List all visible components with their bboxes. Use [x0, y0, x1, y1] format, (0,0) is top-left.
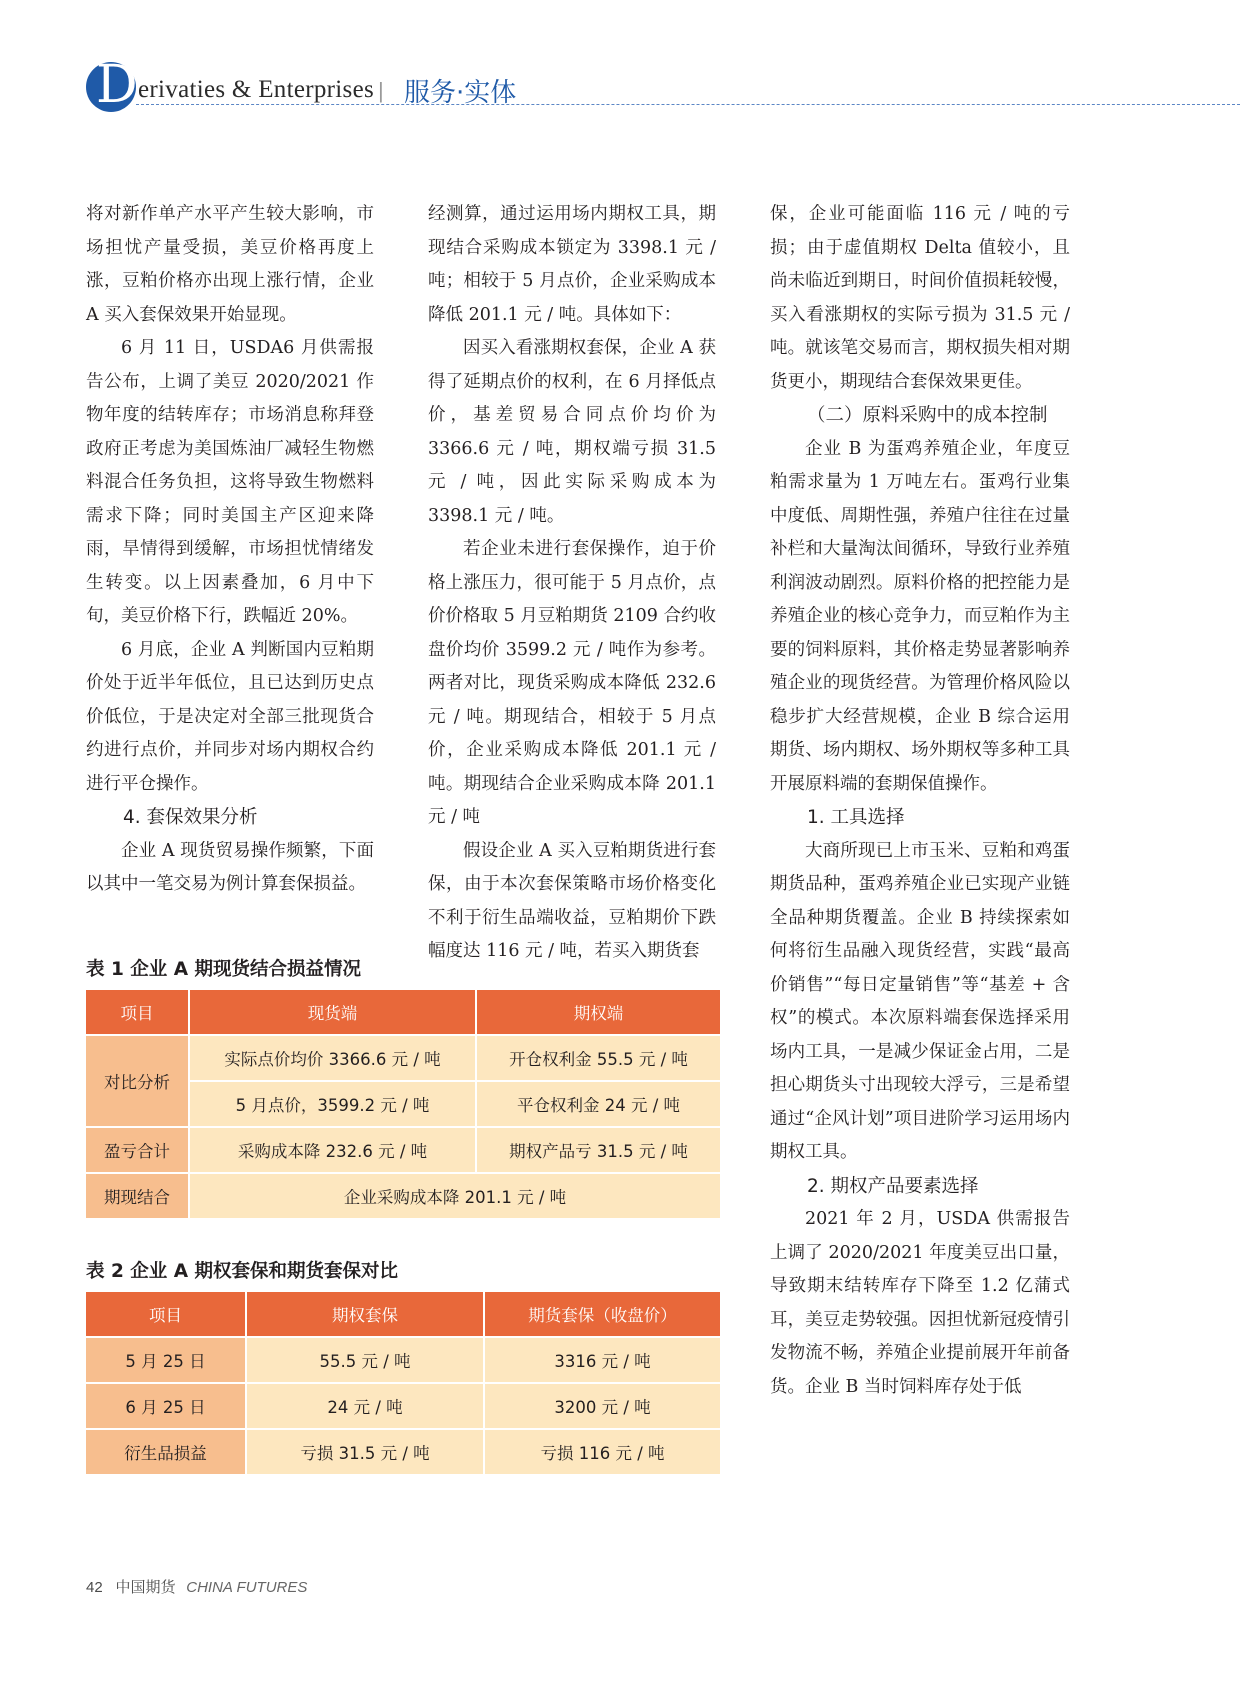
- subheading-cost-control: （二）原料采购中的成本控制: [807, 405, 1048, 426]
- page-number: 42: [86, 1579, 103, 1596]
- section-title-en: erivaties & Enterprises: [138, 76, 374, 103]
- paragraph: 6 月底，企业 A 判断国内豆粕期价处于近半年低位，且已达到历史点价低位，于是决定对全部三批现货合约进行点价，并同步对场内期权合约进行平仓操作。: [86, 639, 374, 794]
- paragraph: 2021 年 2 月，USDA 供需报告上调了 2020/2021 年度美豆出口量，导致期末结转库存下降至 1.2 亿蒲式耳，美豆走势较强。因担忧新冠疫情引发物流不畅，养殖企业提前展开年前备货。企业 B 当时饲料库存处于低: [770, 1209, 1070, 1397]
- table-cell: 24 元 / 吨: [246, 1383, 484, 1429]
- paragraph: 经测算，通过运用场内期权工具，期现结合采购成本锁定为 3398.1 元 / 吨；相较于 5 月点价，企业采购成本降低 201.1 元 / 吨。具体如下：: [428, 204, 716, 325]
- table-2: [86, 1292, 720, 1474]
- page-header: [86, 55, 1240, 120]
- table-cell: 企业采购成本降 201.1 元 / 吨: [189, 1173, 720, 1218]
- table-row: [86, 1173, 720, 1218]
- magazine-name-en: CHINA FUTURES: [186, 1579, 308, 1596]
- table-cell: 亏损 31.5 元 / 吨: [246, 1429, 484, 1474]
- table-header-cell: 期权端: [476, 990, 720, 1035]
- table-row: [86, 1383, 720, 1429]
- table-cell: 开仓权利金 55.5 元 / 吨: [476, 1035, 720, 1081]
- table-row-header: 衍生品损益: [86, 1429, 246, 1474]
- table-cell: 3316 元 / 吨: [484, 1337, 720, 1383]
- subheading-hedge-effect: 4. 套保效果分析: [123, 807, 258, 828]
- table-1: [86, 990, 720, 1218]
- table-row-header: 盈亏合计: [86, 1127, 189, 1173]
- paragraph: 若企业未进行套保操作，迫于价格上涨压力，很可能于 5 月点价，点价价格取 5 月豆粕期货 2109 合约收盘价均价 3599.2 元 / 吨作为参考。两者对比，现货采购成本降低 232.6 元 / 吨。期现结合，相较于 5 月点价，企业采购成本降低 201.1 元 / 吨。期现结合企业采购成本降 201.1 元 / 吨: [428, 539, 716, 827]
- paragraph: 将对新作单产水平产生较大影响，市场担忧产量受损，美豆价格再度上涨，豆粕价格亦出现上涨行情，企业 A 买入套保效果开始显现。: [86, 204, 374, 325]
- subheading-tool-selection: 1. 工具选择: [807, 807, 905, 828]
- column-3: [770, 198, 1070, 1404]
- page-footer: [86, 1576, 307, 1597]
- table-row: [86, 1127, 720, 1173]
- table-header-cell: 项目: [86, 990, 189, 1035]
- table-row-header: 对比分析: [86, 1035, 189, 1127]
- paragraph: 6 月 11 日，USDA6 月供需报告公布，上调了美豆 2020/2021 作物年度的结转库存；市场消息称拜登政府正考虑为美国炼油厂减轻生物燃料混合任务负担，这将导致生物燃料需求下降；同时美国主产区迎来降雨，旱情得到缓解，市场担忧情绪发生转变。以上因素叠加，6 月中下旬，美豆价格下行，跌幅近 20%。: [86, 338, 374, 626]
- column-1: [86, 198, 374, 902]
- table-cell: 55.5 元 / 吨: [246, 1337, 484, 1383]
- table-cell: 平仓权利金 24 元 / 吨: [476, 1081, 720, 1127]
- table-row: [86, 1337, 720, 1383]
- paragraph: 假设企业 A 买入豆粕期货进行套保，由于本次套保策略市场价格变化不利于衍生品端收益，豆粕期价下跌幅度达 116 元 / 吨，若买入期货套: [428, 840, 716, 961]
- table-header-cell: 现货端: [189, 990, 476, 1035]
- column-2: [428, 198, 716, 969]
- header-separator: |: [378, 78, 384, 103]
- paragraph: 因买入看涨期权套保，企业 A 获得了延期点价的权利，在 6 月择低点价，基差贸易合同点价均价为 3366.6 元 / 吨，期权端亏损 31.5 元 / 吨，因此实际采购成本为 3398.1 元 / 吨。: [428, 338, 716, 526]
- paragraph: 企业 A 现货贸易操作频繁，下面以其中一笔交易为例计算套保损益。: [86, 840, 374, 894]
- table-1-caption: 表 1 企业 A 期现货结合损益情况: [86, 959, 361, 980]
- table-cell: 实际点价均价 3366.6 元 / 吨: [189, 1035, 476, 1081]
- table-cell: 采购成本降 232.6 元 / 吨: [189, 1127, 476, 1173]
- section-title-cn: 服务·实体: [404, 78, 517, 108]
- table-header-cell: 项目: [86, 1292, 246, 1337]
- magazine-logo-letter: D: [96, 55, 138, 115]
- header-dashed-rule: [136, 104, 1240, 105]
- table-header-cell: 期权套保: [246, 1292, 484, 1337]
- table-row: [86, 1429, 720, 1474]
- table-cell: 亏损 116 元 / 吨: [484, 1429, 720, 1474]
- table-cell: 5 月点价，3599.2 元 / 吨: [189, 1081, 476, 1127]
- paragraph: 保，企业可能面临 116 元 / 吨的亏损；由于虚值期权 Delta 值较小，且尚未临近到期日，时间价值损耗较慢，买入看涨期权的实际亏损为 31.5 元 / 吨。就该笔交易而言，期权损失相对期货更小，期现结合套保效果更佳。: [770, 204, 1070, 392]
- table-cell: 期权产品亏 31.5 元 / 吨: [476, 1127, 720, 1173]
- subheading-option-elements: 2. 期权产品要素选择: [807, 1175, 979, 1197]
- paragraph: 企业 B 为蛋鸡养殖企业，年度豆粕需求量为 1 万吨左右。蛋鸡行业集中度低、周期性强，养殖户往往在过量补栏和大量淘汰间循环，导致行业养殖利润波动剧烈。原料价格的把控能力是养殖企业的核心竞争力，而豆粕作为主要的饲料原料，其价格走势显著影响养殖企业的现货经营。为管理价格风险以稳步扩大经营规模，企业 B 综合运用期货、场内期权、场外期权等多种工具开展原料端的套期保值操作。: [770, 438, 1070, 794]
- table-row-header: 6 月 25 日: [86, 1383, 246, 1429]
- magazine-name-cn: 中国期货: [115, 1578, 176, 1596]
- table-row-header: 期现结合: [86, 1173, 189, 1218]
- table-row-header: 5 月 25 日: [86, 1337, 246, 1383]
- table-2-caption: 表 2 企业 A 期权套保和期货套保对比: [86, 1261, 398, 1282]
- table-row: [86, 1035, 720, 1081]
- paragraph: 大商所现已上市玉米、豆粕和鸡蛋期货品种，蛋鸡养殖企业已实现产业链全品种期货覆盖。企业 B 持续探索如何将衍生品融入现货经营，实践“最高价销售”“每日定量销售”等“基差 + 含权”的模式。本次原料端套保选择采用场内工具，一是减少保证金占用，二是担心期货头寸出现较大浮亏，三是希望通过“企风计划”项目进阶学习运用场内期权工具。: [770, 840, 1070, 1162]
- table-header-cell: 期货套保（收盘价）: [484, 1292, 720, 1337]
- table-cell: 3200 元 / 吨: [484, 1383, 720, 1429]
